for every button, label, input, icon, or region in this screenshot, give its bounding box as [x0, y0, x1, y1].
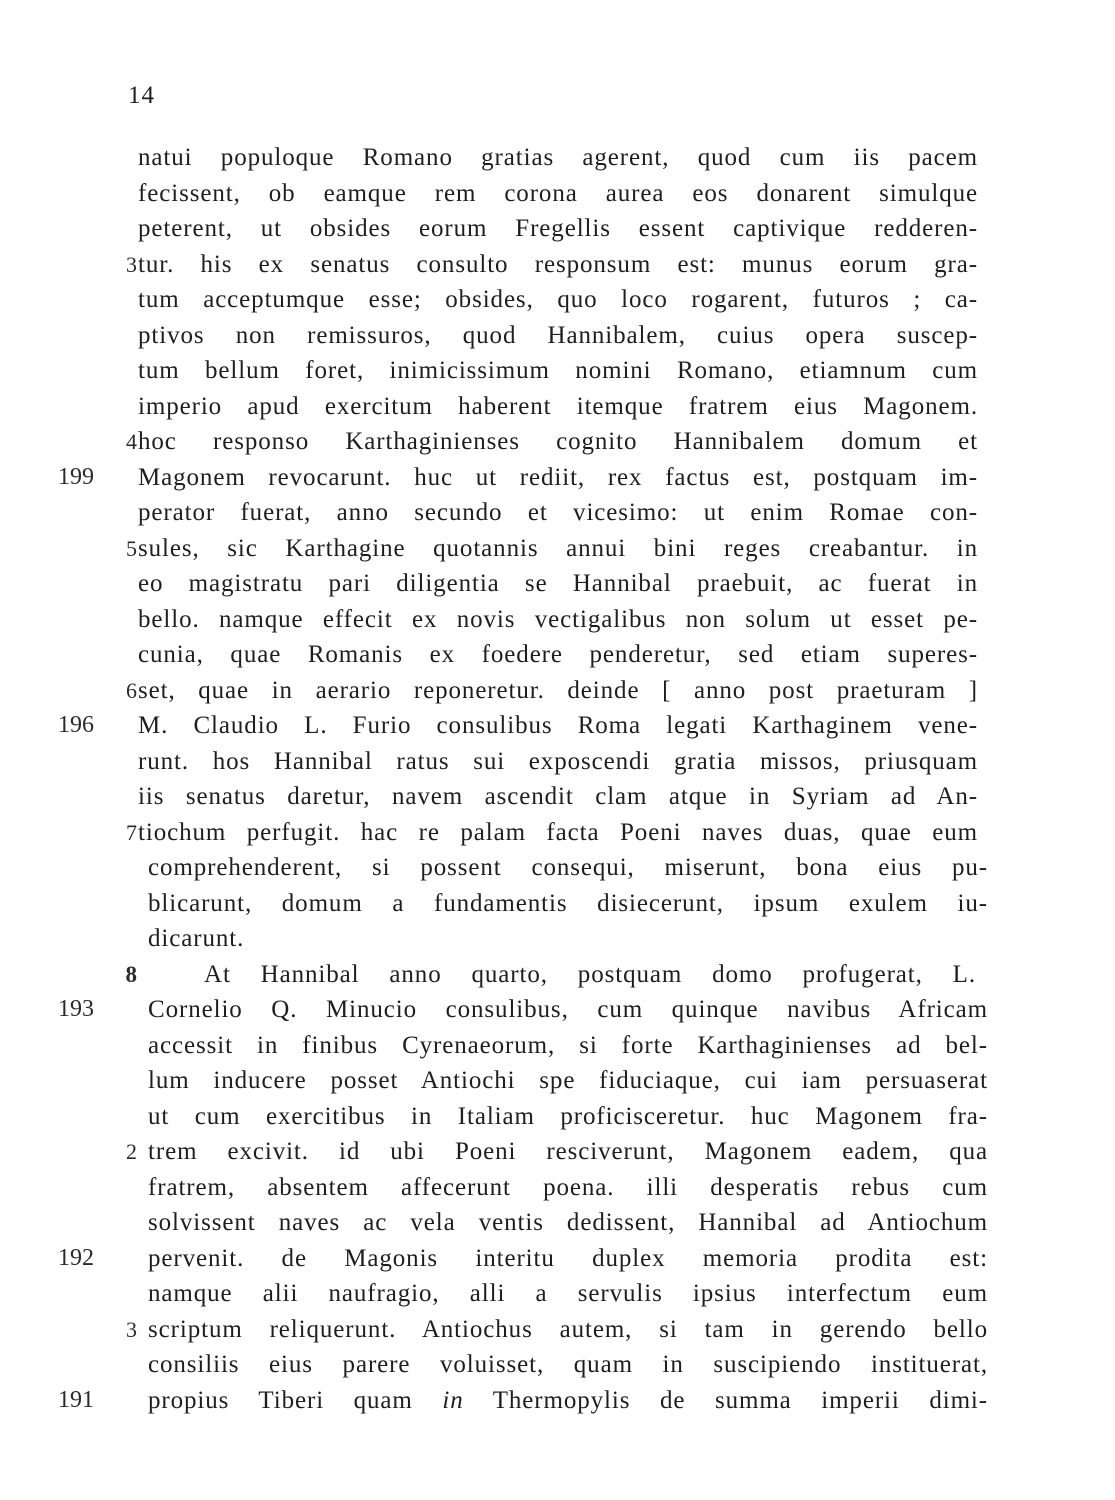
line-text: tum acceptumque esse; obsides, quo loco rogarent, futuros ; ca- [138, 286, 978, 313]
line-text: ptivos non remissuros, quod Hannibalem, cuius opera suscep- [138, 321, 978, 349]
line-text: tiochum perfugit. hac re palam facta Poeni naves duas, quae eum [138, 818, 978, 846]
line-text: bello. namque effecit ex novis vectigalibus non solum ut esset pe- [138, 605, 978, 633]
text-line [0, 566, 1115, 602]
line-text: namque alii naufragio, alli a servulis ipsius interfectum eum [148, 1280, 988, 1307]
line-text: fratrem, absentem affecerunt poena. illi desperatis rebus cum [148, 1173, 988, 1201]
line-text: imperio apud exercitum haberent itemque fratrem eius Magonem. [138, 392, 978, 420]
text-line [0, 744, 1115, 780]
text-line [0, 424, 1115, 460]
text-line [0, 318, 1115, 354]
text-line [0, 460, 1115, 496]
line-text: tur. his ex senatus consulto responsum est: munus eorum gra- [138, 250, 978, 278]
text-line [0, 1134, 1115, 1170]
text-line [0, 1347, 1115, 1383]
text-line [0, 957, 1115, 993]
text-line [0, 992, 1115, 1028]
text-line [0, 247, 1115, 283]
line-text: consiliis eius parere voluisset, quam in suscipiendo instituerat, [148, 1351, 988, 1378]
line-text: iis senatus daretur, navem ascendit clam atque in Syriam ad An- [138, 783, 978, 810]
section-number: 6 [126, 677, 137, 703]
text-line [0, 1276, 1115, 1312]
text-line [0, 921, 1115, 957]
line-text: accessit in finibus Cyrenaeorum, si forte Karthaginienses ad bel- [148, 1031, 988, 1059]
text-line [0, 1028, 1115, 1064]
year-marker: 192 [58, 1244, 94, 1271]
line-text: dicarunt. [148, 925, 245, 952]
section-number: 8 [125, 961, 137, 987]
text-line [0, 282, 1115, 318]
text-line [0, 779, 1115, 815]
line-text: runt. hos Hannibal ratus sui exposcendi gratia missos, priusquam [138, 747, 978, 775]
line-text [148, 1383, 988, 1418]
line-text: pervenit. de Magonis interitu duplex memoria prodita est: [148, 1244, 988, 1272]
text-line [0, 708, 1115, 744]
line-text: M. Claudio L. Furio consulibus Roma legati Karthaginem vene- [138, 712, 978, 739]
line-text: perator fuerat, anno secundo et vicesimo: ut enim Romae con- [138, 499, 978, 526]
text-line [0, 1099, 1115, 1135]
text-line [0, 1241, 1115, 1277]
section-number: 7 [126, 819, 137, 845]
line-text: cunia, quae Romanis ex foedere penderetur, sed etiam superes- [138, 641, 978, 668]
line-text: hoc responso Karthaginienses cognito Hannibalem domum et [138, 428, 978, 455]
line-text-before: propius Tiberi quam [148, 1386, 443, 1414]
line-text: comprehenderent, si possent consequi, miserunt, bona eius pu- [148, 854, 988, 881]
line-text: Magonem revocarunt. huc ut rediit, rex factus est, postquam im- [138, 463, 978, 491]
line-text: fecissent, ob eamque rem corona aurea eos donarent simulque [138, 179, 978, 207]
year-marker: 196 [58, 712, 94, 738]
text-line [0, 389, 1115, 425]
text-line [0, 886, 1115, 922]
line-text: trem excivit. id ubi Poeni resciverunt, Magonem eadem, qua [148, 1138, 988, 1165]
section-number: 3 [126, 251, 137, 277]
text-line [0, 140, 1115, 176]
text-line [0, 1312, 1115, 1348]
line-text: eo magistratu pari diligentia se Hannibal praebuit, ac fuerat in [138, 570, 978, 597]
year-marker: 191 [58, 1386, 94, 1413]
line-text-after: Thermopylis de summa imperii dimi- [463, 1386, 988, 1414]
line-text: set, quae in aerario reponeretur. deinde [ anno post praeturam ] [138, 676, 978, 704]
line-text: ut cum exercitibus in Italiam proficisceretur. huc Magonem fra- [148, 1102, 988, 1130]
text-line [0, 211, 1115, 247]
text-line [0, 495, 1115, 531]
text-line [0, 1383, 1115, 1419]
year-marker: 199 [58, 463, 94, 490]
text-line [0, 815, 1115, 851]
text-line [0, 353, 1115, 389]
section-number: 5 [126, 535, 137, 561]
line-text: tum bellum foret, inimicissimum nomini Romano, etiamnum cum [138, 357, 978, 384]
text-line [0, 176, 1115, 212]
section-number: 3 [126, 1316, 137, 1342]
section-number: 4 [126, 429, 137, 454]
section-number: 2 [126, 1139, 137, 1164]
line-text: lum inducere posset Antiochi spe fiduciaque, cui iam persuaserat [148, 1067, 988, 1094]
line-text: sules, sic Karthagine quotannis annui bini reges creabantur. in [138, 534, 978, 562]
text-line [0, 850, 1115, 886]
line-text: natui populoque Romano gratias agerent, quod cum iis pacem [138, 144, 978, 171]
text-line [0, 637, 1115, 673]
line-text: scriptum reliquerunt. Antiochus autem, si tam in gerendo bello [148, 1315, 988, 1343]
text-line [0, 531, 1115, 567]
line-text: Cornelio Q. Minucio consulibus, cum quinque navibus Africam [148, 996, 988, 1023]
line-text: peterent, ut obsides eorum Fregellis essent captivique redderen- [138, 215, 978, 242]
line-text-italic: in [442, 1386, 464, 1414]
text-line [0, 602, 1115, 638]
line-text: blicarunt, domum a fundamentis disiecerunt, ipsum exulem iu- [148, 889, 988, 917]
page-number: 14 [128, 82, 155, 109]
text-line [0, 1063, 1115, 1099]
text-line [0, 1205, 1115, 1241]
text-line [0, 1170, 1115, 1206]
year-marker: 193 [58, 996, 94, 1022]
text-line [0, 673, 1115, 709]
text-block [0, 140, 1115, 1418]
line-text: At Hannibal anno quarto, postquam domo profugerat, L. [204, 960, 976, 988]
line-text: solvissent naves ac vela ventis dedissent, Hannibal ad Antiochum [148, 1209, 988, 1236]
